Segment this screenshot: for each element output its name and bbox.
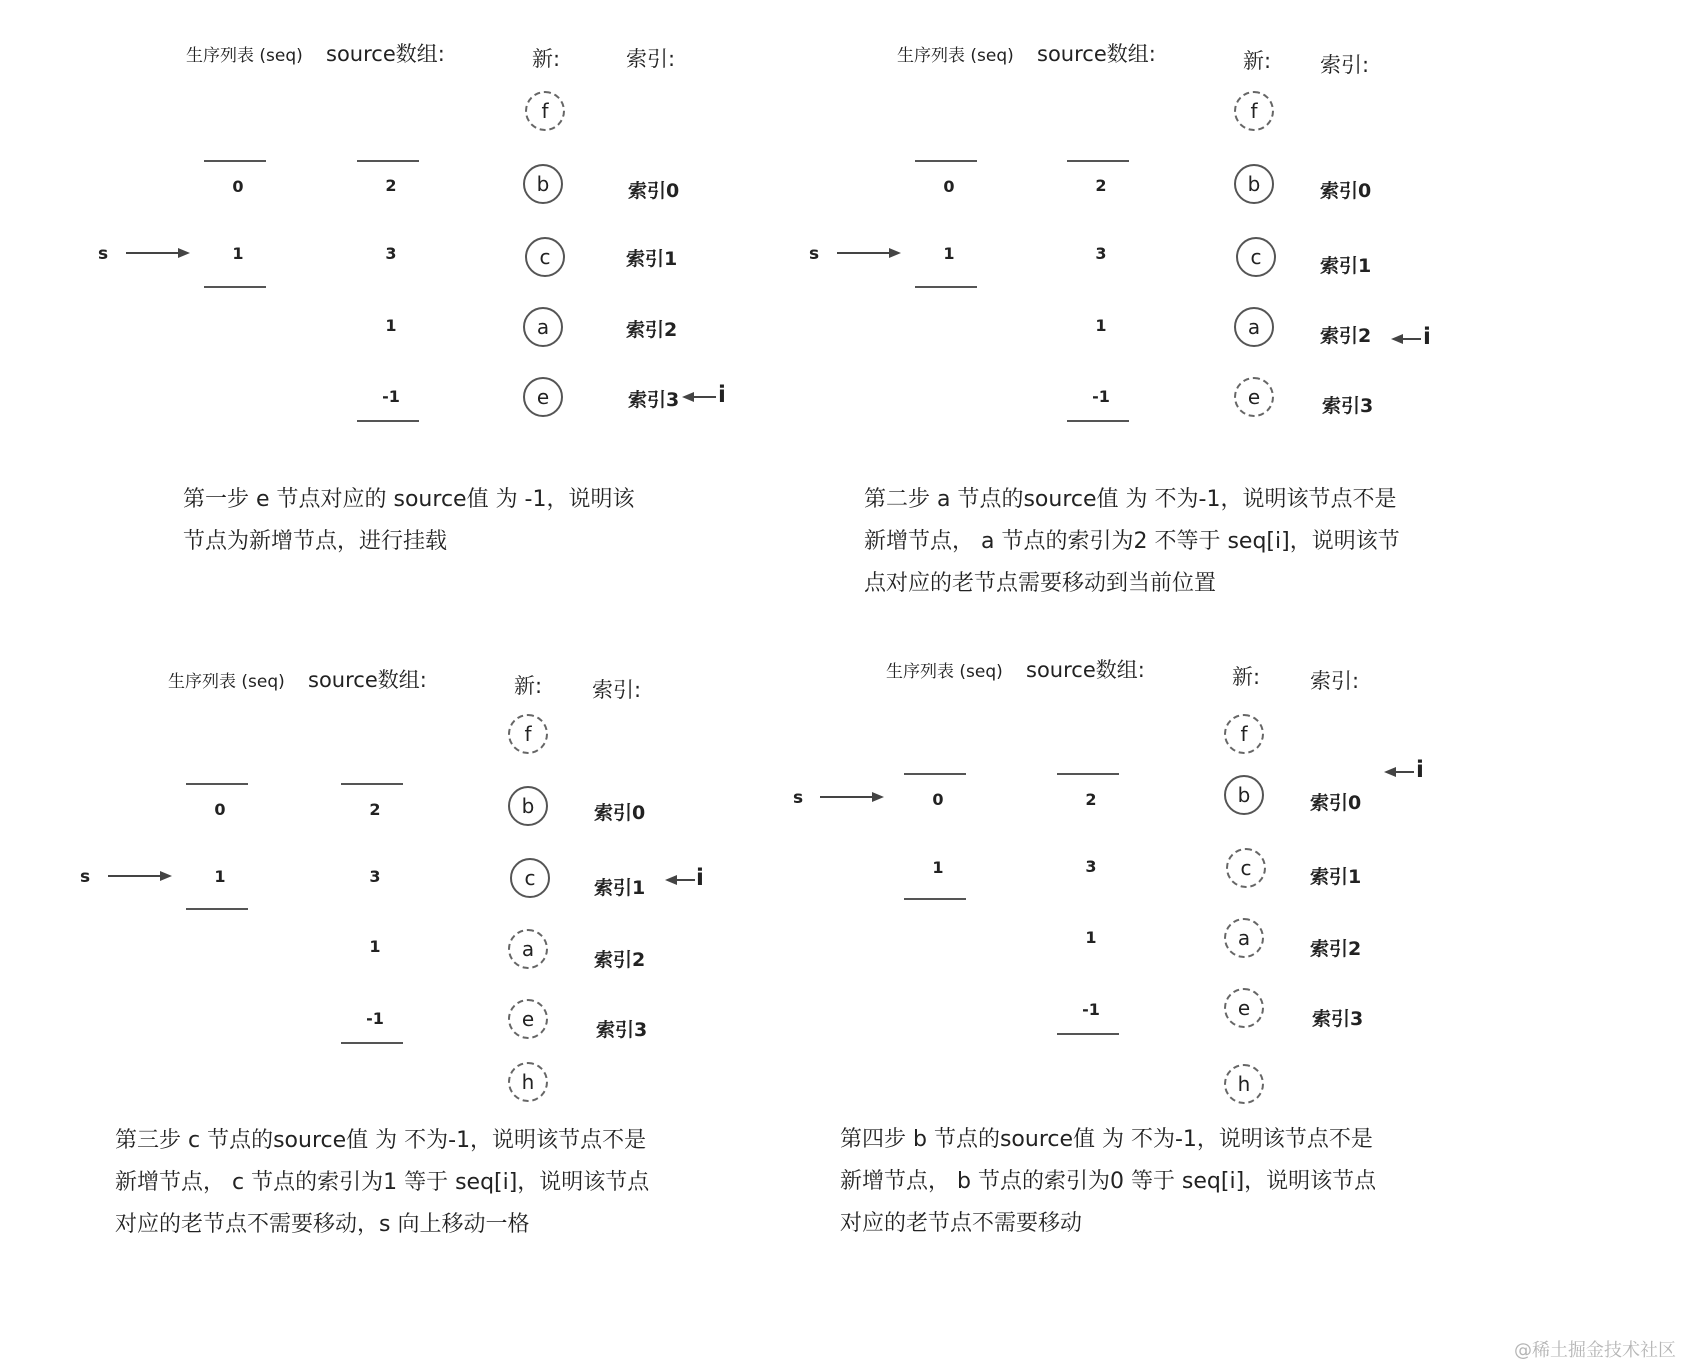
description-line: 新增节点， a 节点的索引为2 不等于 seq[i]，说明该节 — [864, 529, 1400, 554]
node-a: a — [1234, 307, 1274, 347]
node-b: b — [1234, 164, 1274, 204]
source-value-1: 3 — [385, 244, 397, 263]
node-b: b — [508, 786, 548, 826]
node-a: a — [523, 307, 563, 347]
description-line: 第四步 b 节点的source值 为 不为-1，说明该节点不是 — [840, 1127, 1373, 1152]
index-label-3: 索引3 — [1322, 395, 1374, 417]
seq-header: 生序列表 (seq) — [168, 672, 285, 692]
source-bottom-line — [1057, 1033, 1119, 1035]
seq-value-1: 1 — [232, 244, 244, 263]
s-pointer-label: s — [98, 244, 109, 264]
seq-value-0: 0 — [214, 800, 226, 819]
source-value-1: 3 — [1095, 244, 1107, 263]
source-value-0: 2 — [369, 800, 381, 819]
node-b: b — [1224, 775, 1264, 815]
description-line: 新增节点， c 节点的索引为1 等于 seq[i]，说明该节点 — [115, 1170, 650, 1195]
index-label-2: 索引2 — [1320, 325, 1372, 347]
node-b: b — [523, 164, 563, 204]
seq-header: 生序列表 (seq) — [897, 46, 1014, 66]
source-value-0: 2 — [385, 176, 397, 195]
seq-header: 生序列表 (seq) — [886, 662, 1003, 682]
seq-value-0: 0 — [232, 177, 244, 196]
index-label-0: 索引0 — [1320, 180, 1372, 202]
index-label-3: 索引3 — [596, 1019, 648, 1041]
description-line: 对应的老节点不需要移动 — [840, 1211, 1083, 1236]
node-e: e — [523, 377, 563, 417]
source-value-2: 1 — [1085, 928, 1097, 947]
index-label-0: 索引0 — [628, 180, 680, 202]
index-label-1: 索引1 — [1320, 255, 1372, 277]
source-value-1: 3 — [369, 867, 381, 886]
index-header: 索引: — [1320, 53, 1370, 77]
new-header: 新: — [514, 674, 543, 698]
s-pointer-label: s — [793, 788, 804, 808]
new-header: 新: — [532, 47, 561, 71]
new-header: 新: — [1232, 665, 1261, 689]
node-e: e — [508, 999, 548, 1039]
source-value-3: -1 — [366, 1009, 384, 1028]
source-header: source数组: — [1037, 42, 1156, 66]
i-pointer-label: i — [696, 865, 704, 891]
node-c: c — [510, 858, 550, 898]
source-value-3: -1 — [1092, 387, 1110, 406]
index-label-3: 索引3 — [1312, 1008, 1364, 1030]
watermark: @稀土掘金技术社区 — [1514, 1340, 1676, 1361]
description-line: 点对应的老节点需要移动到当前位置 — [864, 571, 1217, 596]
node-a: a — [1224, 918, 1264, 958]
node-c: c — [1236, 237, 1276, 277]
description-line: 第二步 a 节点的source值 为 不为-1，说明该节点不是 — [864, 487, 1397, 512]
seq-value-0: 0 — [943, 177, 955, 196]
seq-top-line — [904, 773, 966, 775]
index-header: 索引: — [626, 47, 676, 71]
index-label-0: 索引0 — [1310, 792, 1362, 814]
index-label-2: 索引2 — [594, 949, 646, 971]
index-label-1: 索引1 — [1310, 866, 1362, 888]
index-header: 索引: — [1310, 669, 1360, 693]
seq-value-0: 0 — [932, 790, 944, 809]
index-label-1: 索引1 — [626, 248, 678, 270]
i-pointer-label: i — [1416, 757, 1424, 783]
source-header: source数组: — [326, 42, 445, 66]
index-label-3: 索引3 — [628, 389, 680, 411]
index-label-2: 索引2 — [1310, 938, 1362, 960]
node-h: h — [1224, 1064, 1264, 1104]
source-value-0: 2 — [1095, 176, 1107, 195]
index-label-1: 索引1 — [594, 877, 646, 899]
seq-header: 生序列表 (seq) — [186, 46, 303, 66]
node-h: h — [508, 1062, 548, 1102]
node-f: f — [1224, 714, 1264, 754]
source-top-line — [1057, 773, 1119, 775]
index-label-0: 索引0 — [594, 802, 646, 824]
index-header: 索引: — [592, 678, 642, 702]
source-header: source数组: — [1026, 658, 1145, 682]
seq-value-1: 1 — [932, 858, 944, 877]
node-f: f — [508, 714, 548, 754]
source-value-0: 2 — [1085, 790, 1097, 809]
node-f: f — [525, 91, 565, 131]
node-e: e — [1234, 377, 1274, 417]
s-arrow-icon — [820, 791, 884, 803]
i-pointer-label: i — [718, 382, 726, 408]
source-value-2: 1 — [1095, 316, 1107, 335]
new-header: 新: — [1243, 49, 1272, 73]
index-label-2: 索引2 — [626, 319, 678, 341]
description-line: 新增节点， b 节点的索引为0 等于 seq[i]，说明该节点 — [840, 1169, 1377, 1194]
description-line: 第一步 e 节点对应的 source值 为 -1，说明该 — [183, 487, 635, 512]
seq-value-1: 1 — [943, 244, 955, 263]
s-pointer-label: s — [809, 244, 820, 264]
source-value-1: 3 — [1085, 857, 1097, 876]
seq-value-1: 1 — [214, 867, 226, 886]
description-line: 对应的老节点不需要移动，s 向上移动一格 — [115, 1212, 530, 1237]
s-pointer-label: s — [80, 867, 91, 887]
source-header: source数组: — [308, 668, 427, 692]
description-line: 节点为新增节点，进行挂载 — [183, 529, 448, 554]
node-e: e — [1224, 988, 1264, 1028]
seq-bottom-line — [904, 898, 966, 900]
i-pointer-label: i — [1423, 324, 1431, 350]
source-value-3: -1 — [382, 387, 400, 406]
node-c: c — [525, 237, 565, 277]
node-c: c — [1226, 848, 1266, 888]
node-f: f — [1234, 91, 1274, 131]
source-value-2: 1 — [369, 937, 381, 956]
step-4-description — [840, 1119, 1376, 1245]
node-a: a — [508, 929, 548, 969]
source-value-2: 1 — [385, 316, 397, 335]
source-value-3: -1 — [1082, 1000, 1100, 1019]
i-arrow-icon — [1384, 766, 1414, 778]
description-line: 第三步 c 节点的source值 为 不为-1，说明该节点不是 — [115, 1128, 647, 1153]
